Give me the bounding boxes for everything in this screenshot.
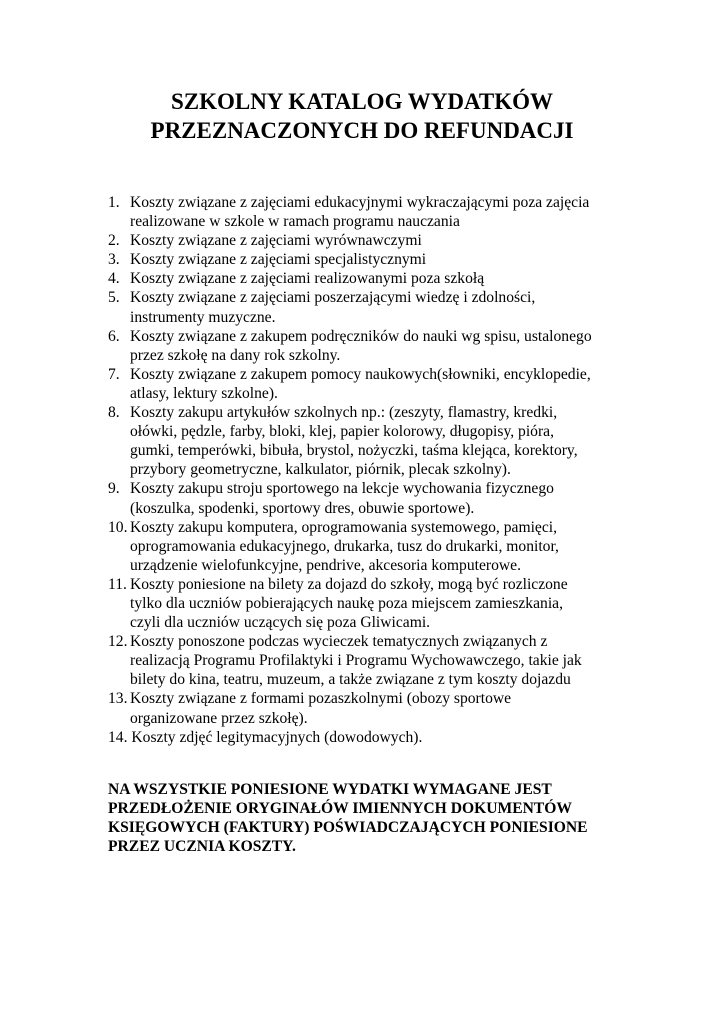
list-item-text: Koszty zdjęć legitymacyjnych (dowodowych). bbox=[131, 728, 423, 746]
list-item-text: Koszty zakupu komputera, oprogramowania systemowego, pamięci, bbox=[130, 518, 557, 536]
list-item-number: 10. bbox=[108, 518, 128, 536]
list-item bbox=[108, 479, 708, 517]
list-item bbox=[108, 632, 708, 689]
list-item bbox=[108, 193, 708, 231]
list-item bbox=[108, 403, 708, 479]
list-item bbox=[108, 231, 708, 250]
title-line-2: PRZEZNACZONYCH DO REFUNDACJI bbox=[150, 118, 574, 143]
list-item-text: gumki, temperówki, bibuła, brystol, nożyczki, taśma klejąca, korektory, bbox=[130, 442, 578, 460]
list-item-number: 14. bbox=[108, 728, 128, 746]
list-item-text: Koszty związane z formami pozaszkolnymi (obozy sportowe bbox=[130, 690, 512, 708]
list-item-number: 3. bbox=[108, 251, 120, 269]
list-item-number: 8. bbox=[108, 404, 120, 422]
list-item bbox=[108, 518, 708, 575]
list-item bbox=[108, 269, 708, 288]
notice-line: NA WSZYSTKIE PONIESIONE WYDATKI WYMAGANE JEST bbox=[108, 781, 552, 798]
list-item-text: realizowane w szkole w ramach programu nauczania bbox=[130, 213, 460, 231]
list-item-text: Koszty związane z zajęciami realizowanymi poza szkołą bbox=[130, 270, 485, 288]
list-item bbox=[108, 288, 708, 326]
list-item bbox=[108, 575, 708, 632]
list-item-number: 5. bbox=[108, 289, 120, 307]
list-item-text: urządzenie wielofunkcyjne, pendrive, akcesoria komputerowe. bbox=[130, 556, 521, 574]
list-item-text: Koszty związane z zakupem pomocy naukowych(słowniki, encyklopedie, bbox=[130, 365, 591, 383]
list-item-text: Koszty zakupu stroju sportowego na lekcje wychowania fizycznego bbox=[130, 480, 554, 498]
list-item-text: przybory geometryczne, kalkulator, piórnik, plecak szkolny). bbox=[130, 461, 511, 479]
list-item-text: ołówki, pędzle, farby, bloki, klej, papier kolorowy, długopisy, pióra, bbox=[130, 423, 554, 441]
list-item-text: atlasy, lektury szkolne). bbox=[130, 384, 278, 402]
list-item bbox=[108, 728, 708, 747]
list-item bbox=[108, 250, 708, 269]
list-item bbox=[108, 365, 708, 403]
list-item-text: oprogramowania edukacyjnego, drukarka, tusz do drukarki, monitor, bbox=[130, 537, 559, 555]
list-item-number: 2. bbox=[108, 232, 120, 250]
list-item-text: Koszty związane z zakupem podręczników do nauki wg spisu, ustalonego bbox=[130, 327, 592, 345]
list-item-text: przez szkołę na dany rok szkolny. bbox=[130, 346, 341, 364]
notice-paragraph bbox=[108, 780, 708, 856]
list-item-text: instrumenty muzyczne. bbox=[130, 308, 276, 326]
notice-line: PRZEZ UCZNIA KOSZTY. bbox=[108, 838, 296, 856]
list-item-number: 6. bbox=[108, 327, 120, 345]
list-item-text: organizowane przez szkołę). bbox=[130, 709, 308, 727]
list-item-text: realizacją Programu Profilaktyki i Programu Wychowawczego, takie jak bbox=[130, 652, 582, 670]
list-item-text: tylko dla uczniów pobierających naukę poza miejscem zamieszkania, bbox=[130, 594, 563, 612]
list-item-text: Koszty związane z zajęciami poszerzającymi wiedzę i zdolności, bbox=[130, 289, 536, 307]
list-item bbox=[108, 689, 708, 727]
list-item bbox=[108, 327, 708, 365]
list-item-text: Koszty ponoszone podczas wycieczek tematycznych związanych z bbox=[130, 633, 548, 651]
notice-line: KSIĘGOWYCH (FAKTURY) POŚWIADCZAJĄCYCH PONIESIONE bbox=[108, 819, 588, 837]
list-item-text: (koszulka, spodenki, sportowy dres, obuwie sportowe). bbox=[130, 499, 475, 517]
list-item-text: Koszty poniesione na bilety za dojazd do szkoły, mogą być rozliczone bbox=[130, 575, 568, 593]
list-item-text: bilety do kina, teatru, muzeum, a także związane z tym koszty dojazdu bbox=[130, 671, 571, 689]
list-item-number: 12. bbox=[108, 633, 128, 651]
document-title bbox=[0, 87, 724, 145]
list-item-number: 13. bbox=[108, 690, 128, 708]
list-item-number: 7. bbox=[108, 365, 120, 383]
title-line-1: SZKOLNY KATALOG WYDATKÓW bbox=[170, 89, 554, 114]
list-item-number: 9. bbox=[108, 480, 120, 498]
list-item-text: czyli dla uczniów uczących się poza Gliwicami. bbox=[130, 614, 431, 632]
expense-list bbox=[108, 193, 708, 747]
list-item-number: 1. bbox=[108, 194, 120, 211]
list-item-text: Koszty zakupu artykułów szkolnych np.: (zeszyty, flamastry, kredki, bbox=[130, 404, 558, 422]
list-item-number: 4. bbox=[108, 270, 120, 288]
list-item-text: Koszty związane z zajęciami edukacyjnymi wykraczającymi poza zajęcia bbox=[130, 194, 590, 211]
notice-line: PRZEDŁOŻENIE ORYGINAŁÓW IMIENNYCH DOKUMENTÓW bbox=[108, 800, 572, 818]
list-item-text: Koszty związane z zajęciami specjalistycznymi bbox=[130, 251, 427, 269]
list-item-number: 11. bbox=[108, 575, 127, 593]
list-item-text: Koszty związane z zajęciami wyrównawczymi bbox=[130, 232, 422, 250]
